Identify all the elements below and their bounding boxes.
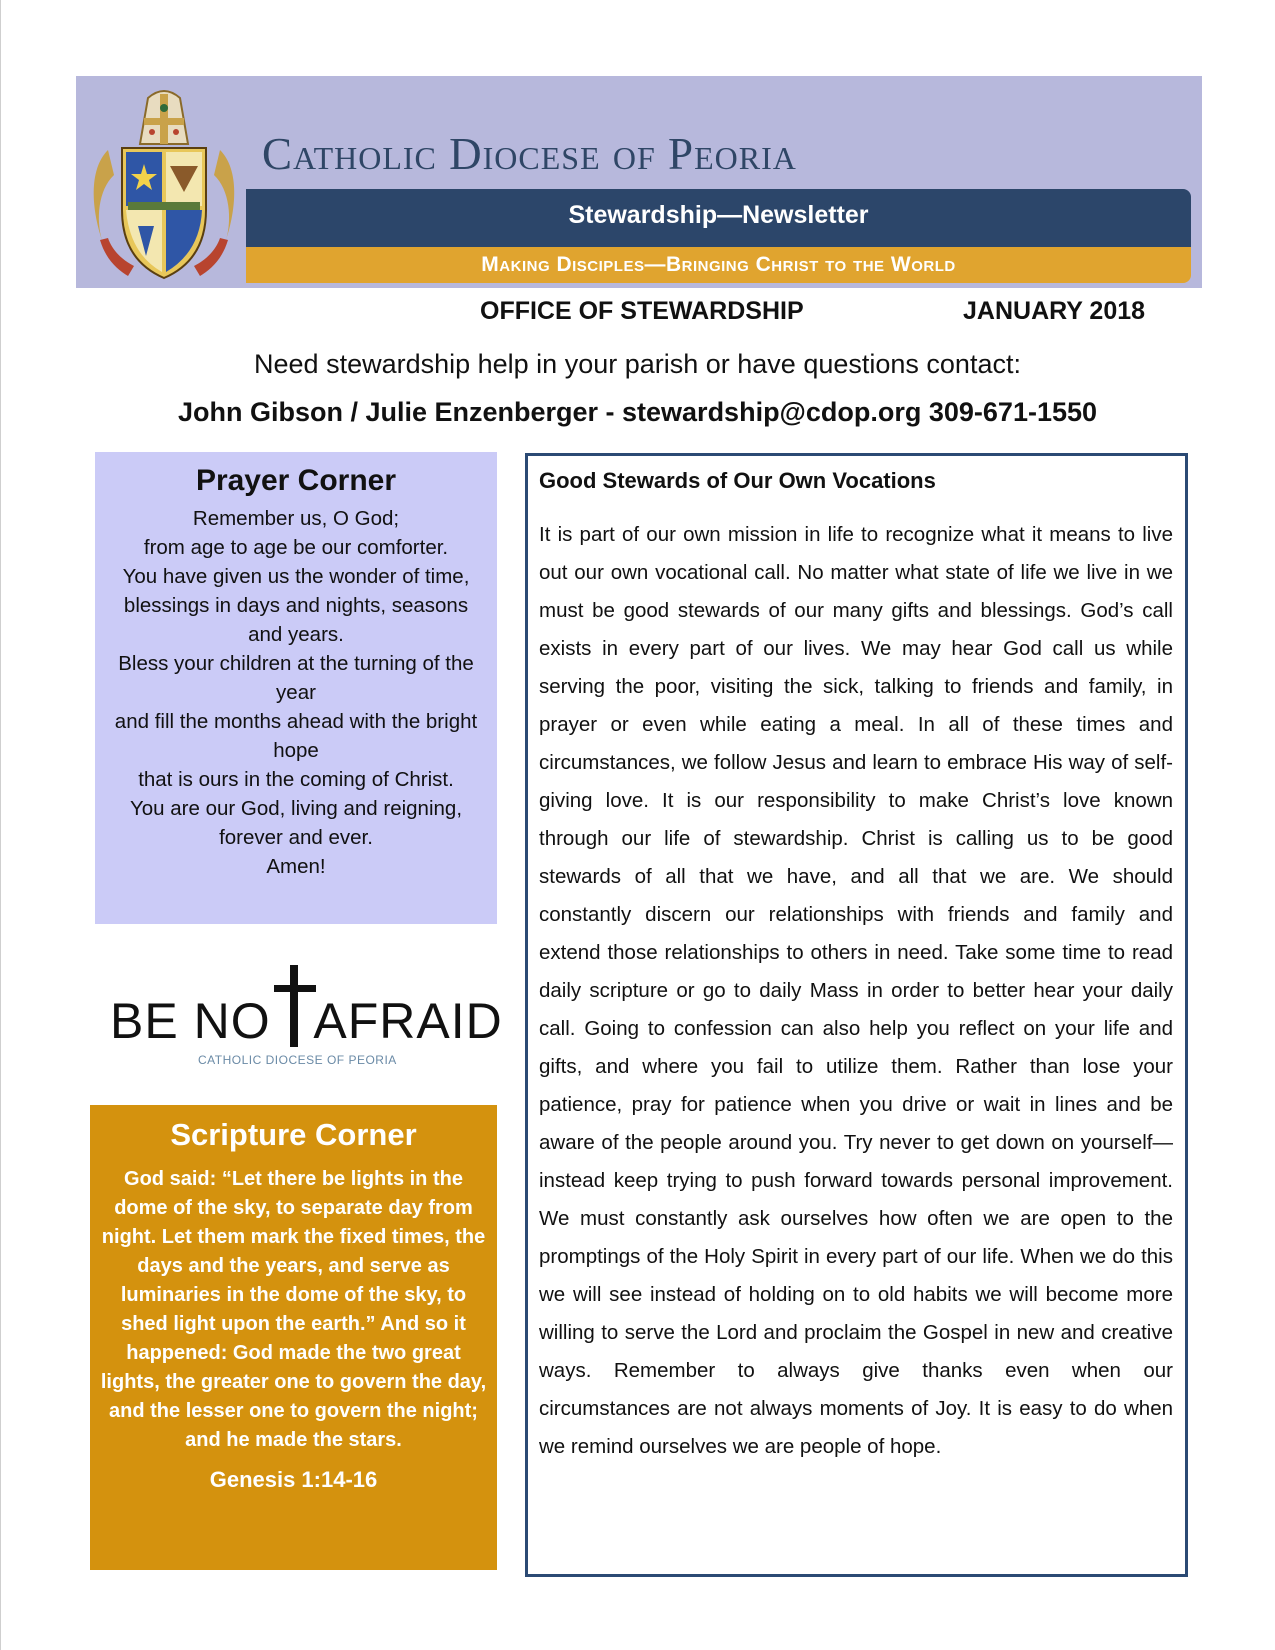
tagline: Making Disciples—Bringing Christ to the World: [481, 253, 956, 276]
article-box: [525, 453, 1188, 1577]
prayer-line: You have given us the wonder of time,: [122, 565, 470, 588]
tagline-bar: [246, 247, 1191, 283]
prayer-line: blessings in days and nights, seasons and years.: [123, 594, 469, 646]
prayer-corner: [95, 452, 497, 924]
help-text: Need stewardship help in your parish or have questions contact:: [254, 349, 1021, 379]
prayer-text: [105, 504, 487, 881]
prayer-corner-title: Prayer Corner: [195, 464, 397, 497]
newsletter-banner: [76, 76, 1202, 288]
prayer-line: You are our God, living and reigning, forever and ever.: [129, 797, 463, 849]
office-heading: OFFICE OF STEWARDSHIP: [480, 297, 804, 325]
diocese-crest-icon: [88, 80, 240, 284]
prayer-line: Amen!: [266, 855, 326, 878]
contact-info: John Gibson / Julie Enzenberger - stewardship@cdop.org 309-671-1550: [177, 397, 1098, 427]
article-body: It is part of our own mission in life to recognize what it means to live out our own vocational call. No matter what state of life we live in we must be good stewards of our many gifts and blessings. God’s call exists in every part of our lives. We may hear God call us while serving the poor, visiting the sick, talking to friends and family, in prayer or even while eating a meal. In all of these times and circumstances, we follow Jesus and learn to embrace His way of self-giving love. It is our responsibility to make Christ’s love known through our life of stewardship. Christ is calling us to be good stewards of all that we have, and all that we are. We should constantly discern our relationships with friends and family and extend those relationships to others in need. Take some time to read daily scripture or go to daily Mass in order to better hear your daily call. Going to confession can also help you reflect on your life and gifts, and where you fail to utilize them. Rather than lose your patience, pray for patience when you drive or wait in lines and be aware of the people around you. Try never to get down on yourself—instead keep trying to push forward towards personal improvement. We must constantly ask ourselves how often we are open to the promptings of the Holy Spirit in every part of our life. When we do this we will see instead of holding on to old habits we will become more willing to serve the Lord and proclaim the Gospel in new and creative ways. Remember to always give thanks even when our circumstances are not always moments of Joy. It is easy to do when we remind ourselves we are people of hope.: [539, 523, 1173, 1458]
page-left-border: [0, 0, 1, 1650]
article-title: Good Stewards of Our Own Vocations: [539, 468, 936, 493]
diocese-title: Catholic Diocese of Peoria: [262, 129, 797, 179]
prayer-line: Bless your children at the turning of the year: [118, 652, 474, 704]
be-not-afraid-subtitle: CATHOLIC DIOCESE OF PEORIA: [198, 1053, 397, 1067]
prayer-line: from age to age be our comforter.: [143, 536, 449, 559]
issue-date: JANUARY 2018: [963, 297, 1146, 325]
prayer-line: and fill the months ahead with the bright hope: [114, 710, 478, 762]
cross-icon: [274, 965, 316, 1047]
scripture-corner-title: Scripture Corner: [170, 1117, 417, 1152]
prayer-line: Remember us, O God;: [192, 507, 400, 530]
scripture-text: God said: “Let there be lights in the dome of the sky, to separate day from night. Let them mark the fixed times, the days and the years, and serve as luminaries in the dome of the sky, to shed light upon the earth.” And so it happened: God made the two great lights, the greater one to govern the day, and the lesser one to govern the night; and he made the stars.: [100, 1168, 487, 1451]
scripture-reference: Genesis 1:14-16: [209, 1467, 378, 1492]
prayer-line: that is ours in the coming of Christ.: [138, 768, 454, 791]
scripture-corner: [90, 1105, 497, 1570]
be-not-afraid-logo: [108, 965, 503, 1067]
newsletter-subtitle: Stewardship—Newsletter: [568, 201, 869, 229]
be-not-afraid-text: BE NO AFRAID: [110, 993, 503, 1049]
newsletter-subtitle-bar: [246, 189, 1191, 247]
